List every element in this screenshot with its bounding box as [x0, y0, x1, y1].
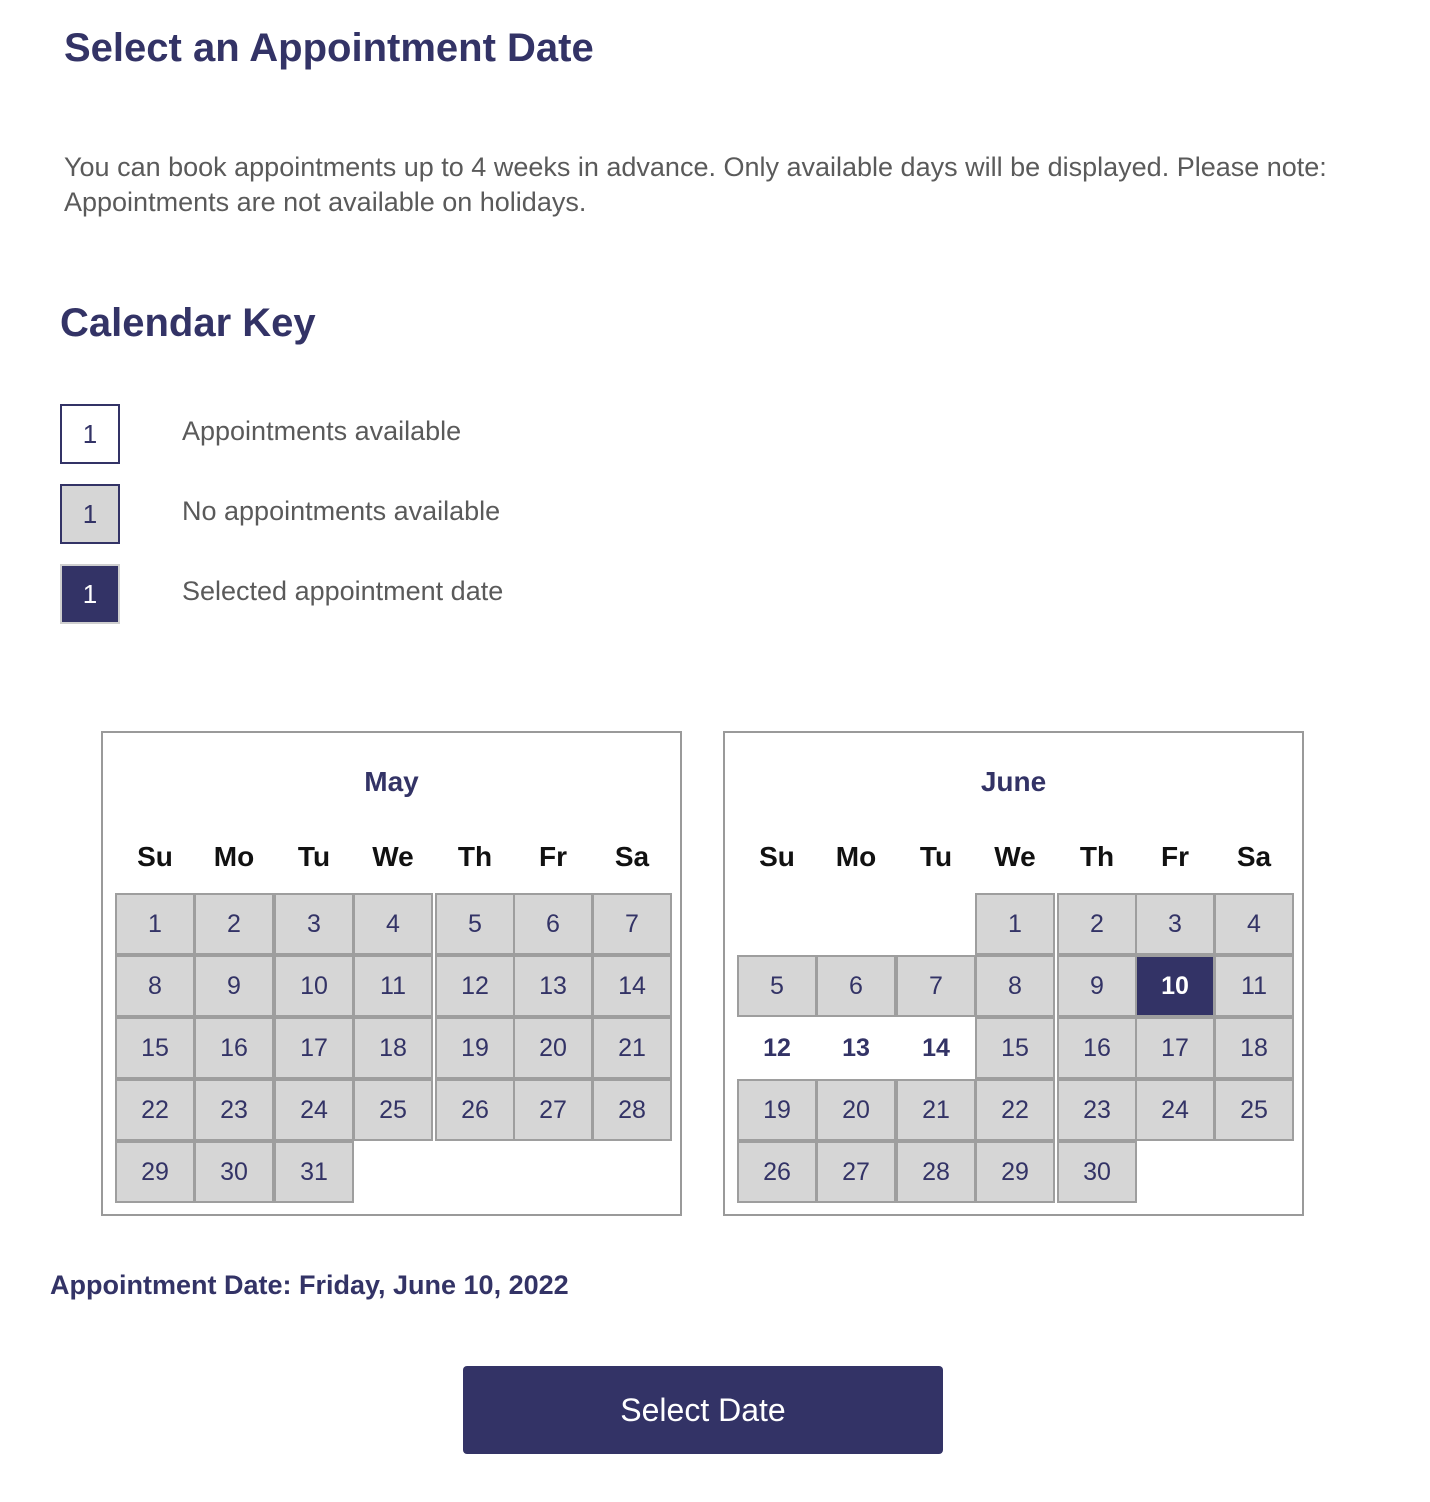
key-swatch-available: 1 — [60, 404, 120, 464]
calendar-day: 13 — [513, 955, 593, 1017]
calendar-day: 18 — [353, 1017, 433, 1079]
calendar-day: 24 — [274, 1079, 354, 1141]
calendar-day: 20 — [816, 1079, 896, 1141]
calendar-may — [101, 731, 682, 1216]
page-title: Select an Appointment Date — [64, 26, 594, 70]
appointment-date-label: Appointment Date: — [50, 1270, 292, 1300]
calendar-day: 10 — [274, 955, 354, 1017]
month-name: June — [980, 766, 1047, 797]
calendar-day: 9 — [1057, 955, 1137, 1017]
calendar-day: 17 — [274, 1017, 354, 1079]
select-date-button[interactable]: Select Date — [463, 1366, 943, 1454]
calendar-day: 23 — [1057, 1079, 1137, 1141]
calendar-day: 3 — [274, 893, 354, 955]
weekday-header: Fr — [1161, 841, 1189, 872]
calendar-day: 1 — [975, 893, 1055, 955]
calendar-day: 29 — [115, 1141, 195, 1203]
calendar-day: 4 — [353, 893, 433, 955]
weekday-header: Su — [137, 841, 173, 872]
calendar-day: 28 — [896, 1141, 976, 1203]
calendar-key-title: Calendar Key — [60, 301, 316, 345]
calendar-day: 3 — [1135, 893, 1215, 955]
appointment-date-value: Friday, June 10, 2022 — [299, 1270, 569, 1300]
key-swatch-unavailable: 1 — [60, 484, 120, 544]
calendar-day: 27 — [816, 1141, 896, 1203]
calendar-june — [723, 731, 1304, 1216]
calendar-day: 30 — [194, 1141, 274, 1203]
calendar-day: 15 — [115, 1017, 195, 1079]
calendar-day: 22 — [115, 1079, 195, 1141]
weekday-header: We — [994, 841, 1036, 872]
calendar-day: 29 — [975, 1141, 1055, 1203]
calendar-day: 17 — [1135, 1017, 1215, 1079]
weekday-header: Sa — [1236, 841, 1272, 872]
calendar-day[interactable]: 12 — [737, 1017, 817, 1079]
month-name: May — [364, 766, 419, 797]
calendar-day: 18 — [1214, 1017, 1294, 1079]
calendar-day: 31 — [274, 1141, 354, 1203]
key-label-selected: Selected appointment date — [182, 576, 504, 606]
calendar-day: 5 — [435, 893, 515, 955]
calendar-day: 19 — [435, 1017, 515, 1079]
weekday-header: We — [372, 841, 414, 872]
calendar-day: 8 — [115, 955, 195, 1017]
key-row-selected — [60, 564, 760, 624]
weekday-header: Mo — [835, 841, 877, 872]
calendar-day: 7 — [592, 893, 672, 955]
weekday-header: Tu — [919, 841, 953, 872]
calendar-day: 26 — [737, 1141, 817, 1203]
calendar-day: 8 — [975, 955, 1055, 1017]
calendar-day: 25 — [353, 1079, 433, 1141]
key-row-unavailable — [60, 484, 760, 544]
calendar-day: 5 — [737, 955, 817, 1017]
calendar-day: 23 — [194, 1079, 274, 1141]
calendar-day: 14 — [592, 955, 672, 1017]
calendar-day: 4 — [1214, 893, 1294, 955]
calendar-day: 12 — [435, 955, 515, 1017]
calendar-day: 16 — [194, 1017, 274, 1079]
calendar-day: 15 — [975, 1017, 1055, 1079]
calendar-day: 6 — [513, 893, 593, 955]
calendar-day: 25 — [1214, 1079, 1294, 1141]
key-row-available — [60, 404, 760, 464]
calendar-day[interactable]: 13 — [816, 1017, 896, 1079]
calendar-day: 21 — [896, 1079, 976, 1141]
calendar-day: 7 — [896, 955, 976, 1017]
appointment-date-summary — [50, 1270, 569, 1301]
weekday-header: Sa — [614, 841, 650, 872]
calendar-day: 21 — [592, 1017, 672, 1079]
calendar-day: 6 — [816, 955, 896, 1017]
weekday-header: Mo — [213, 841, 255, 872]
calendar-day: 2 — [194, 893, 274, 955]
calendar-day: 11 — [1214, 955, 1294, 1017]
calendar-day: 28 — [592, 1079, 672, 1141]
calendar-day: 24 — [1135, 1079, 1215, 1141]
weekday-header: Fr — [539, 841, 567, 872]
calendar-day: 30 — [1057, 1141, 1137, 1203]
weekday-header: Su — [759, 841, 795, 872]
calendar-day: 11 — [353, 955, 433, 1017]
weekday-header: Th — [1079, 841, 1115, 872]
key-swatch-selected: 1 — [60, 564, 120, 624]
weekday-header: Th — [457, 841, 493, 872]
calendar-day: 9 — [194, 955, 274, 1017]
calendar-day: 1 — [115, 893, 195, 955]
calendar-day: 20 — [513, 1017, 593, 1079]
calendar-day: 2 — [1057, 893, 1137, 955]
key-label-unavailable: No appointments available — [182, 496, 501, 526]
calendar-day[interactable]: 14 — [896, 1017, 976, 1079]
calendar-day: 16 — [1057, 1017, 1137, 1079]
calendar-day: 27 — [513, 1079, 593, 1141]
calendar-day: 26 — [435, 1079, 515, 1141]
calendar-day: 19 — [737, 1079, 817, 1141]
calendar-day[interactable]: 10 — [1135, 955, 1215, 1017]
key-label-available: Appointments available — [182, 416, 462, 446]
weekday-header: Tu — [297, 841, 331, 872]
intro-text: You can book appointments up to 4 weeks in advance. Only available days will be displayed. Please note: Appointments are not available on holidays. — [64, 152, 1327, 217]
calendar-day: 22 — [975, 1079, 1055, 1141]
